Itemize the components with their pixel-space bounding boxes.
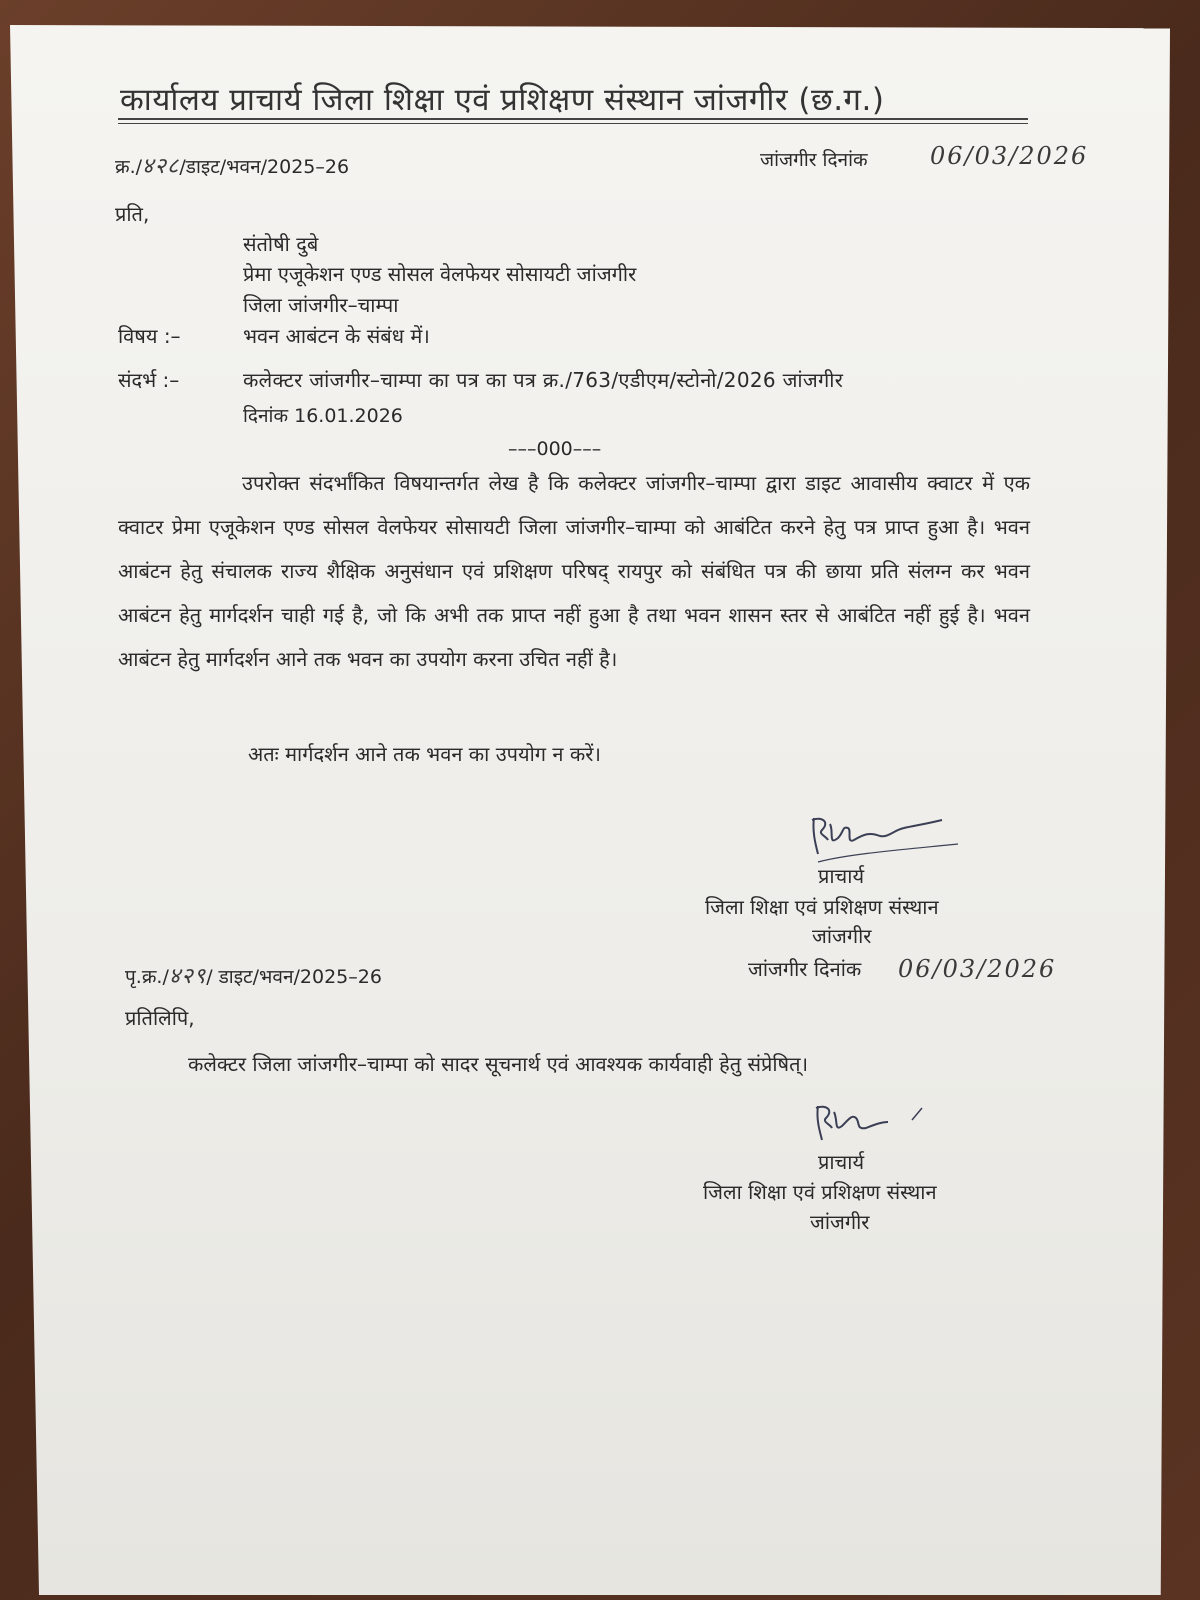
place-date-label: जांजगीर दिनांक	[760, 149, 868, 171]
subject-text: भवन आबंटन के संबंध में।	[243, 324, 430, 348]
separator: –––000–––	[508, 438, 602, 460]
endorsement-signatory-title: प्राचार्य	[818, 1150, 865, 1174]
signatory-org: जिला शिक्षा एवं प्रशिक्षण संस्थान	[705, 895, 939, 919]
endorsement-ref-prefix: पृ.क्र./	[125, 966, 169, 988]
recipient-district: जिला जांजगीर–चाम्पा	[243, 293, 399, 317]
endorsement-signatory-place: जांजगीर	[810, 1210, 870, 1234]
signatory-title: प्राचार्य	[818, 864, 865, 888]
principal-signature	[808, 810, 968, 870]
endorsement-signature	[812, 1100, 942, 1150]
header-underline	[118, 118, 1028, 120]
copy-text: कलेक्टर जिला जांजगीर–चाम्पा को सादर सूचनार्थ एवं आवश्यक कार्यवाही हेतु संप्रेषित्।	[188, 1052, 809, 1076]
endorsement-ref-number-handwritten: ४२९	[168, 964, 207, 989]
endorsement-ref-suffix: / डाइट/भवन/2025–26	[206, 966, 382, 988]
to-label: प्रति,	[115, 202, 150, 226]
ref-suffix: /डाइट/भवन/2025–26	[179, 156, 350, 178]
date-handwritten: 06/03/2026	[930, 142, 1089, 170]
reference-line-1: कलेक्टर जांजगीर–चाम्पा का पत्र का पत्र क्र./763/एडीएम/स्टोनो/2026 जांजगीर	[243, 368, 844, 392]
ref-number-handwritten: ४२८	[142, 154, 180, 179]
endorsement-place-date-label: जांजगीर दिनांक	[748, 957, 862, 981]
reference-label: संदर्भ :–	[118, 368, 180, 392]
recipient-org: प्रेमा एजूकेशन एण्ड सोसल वेलफेयर सोसायटी जांजगीर	[243, 262, 637, 286]
copy-label: प्रतिलिपि,	[125, 1006, 195, 1030]
endorsement-ref-line	[125, 960, 382, 990]
recipient-name: संतोषी दुबे	[243, 232, 319, 256]
signatory-place: जांजगीर	[812, 924, 872, 948]
body-paragraph: उपरोक्त संदर्भांकित विषयान्तर्गत लेख है कि कलेक्टर जांजगीर–चाम्पा द्वारा डाइट आवासीय क्वाटर में एक क्वाटर प्रेमा एजूकेशन एण्ड सोसल वेलफेयर सोसायटी जिला जांजगीर–चाम्पा को आबंटित करने हेतु पत्र प्राप्त हुआ है। भवन आबंटन हेतु संचालक राज्य शैक्षिक अनुसंधान एवं प्रशिक्षण परिषद् रायपुर को संबंधित पत्र की छाया प्रति संलग्न कर भवन आबंटन हेतु मार्गदर्शन चाही गई है, जो कि अभी तक प्राप्त नहीं हुआ है तथा भवन शासन स्तर से आबंटित नहीं हुई है। भवन आबंटन हेतु मार्गदर्शन आने तक भवन का उपयोग करना उचित नहीं है।	[118, 471, 1030, 671]
header-underline-secondary	[118, 123, 1028, 124]
reference-line-2: दिनांक 16.01.2026	[243, 405, 403, 427]
endorsement-date-handwritten: 06/03/2026	[898, 955, 1057, 983]
subject-label: विषय :–	[118, 324, 181, 348]
ref-number-line	[115, 150, 349, 180]
instruction-line: अतः मार्गदर्शन आने तक भवन का उपयोग न करें।	[248, 742, 601, 766]
endorsement-signatory-org: जिला शिक्षा एवं प्रशिक्षण संस्थान	[703, 1180, 937, 1204]
ref-prefix: क्र./	[115, 156, 143, 178]
office-header: कार्यालय प्राचार्य जिला शिक्षा एवं प्रशिक्षण संस्थान जांजगीर (छ.ग.)	[120, 82, 885, 118]
